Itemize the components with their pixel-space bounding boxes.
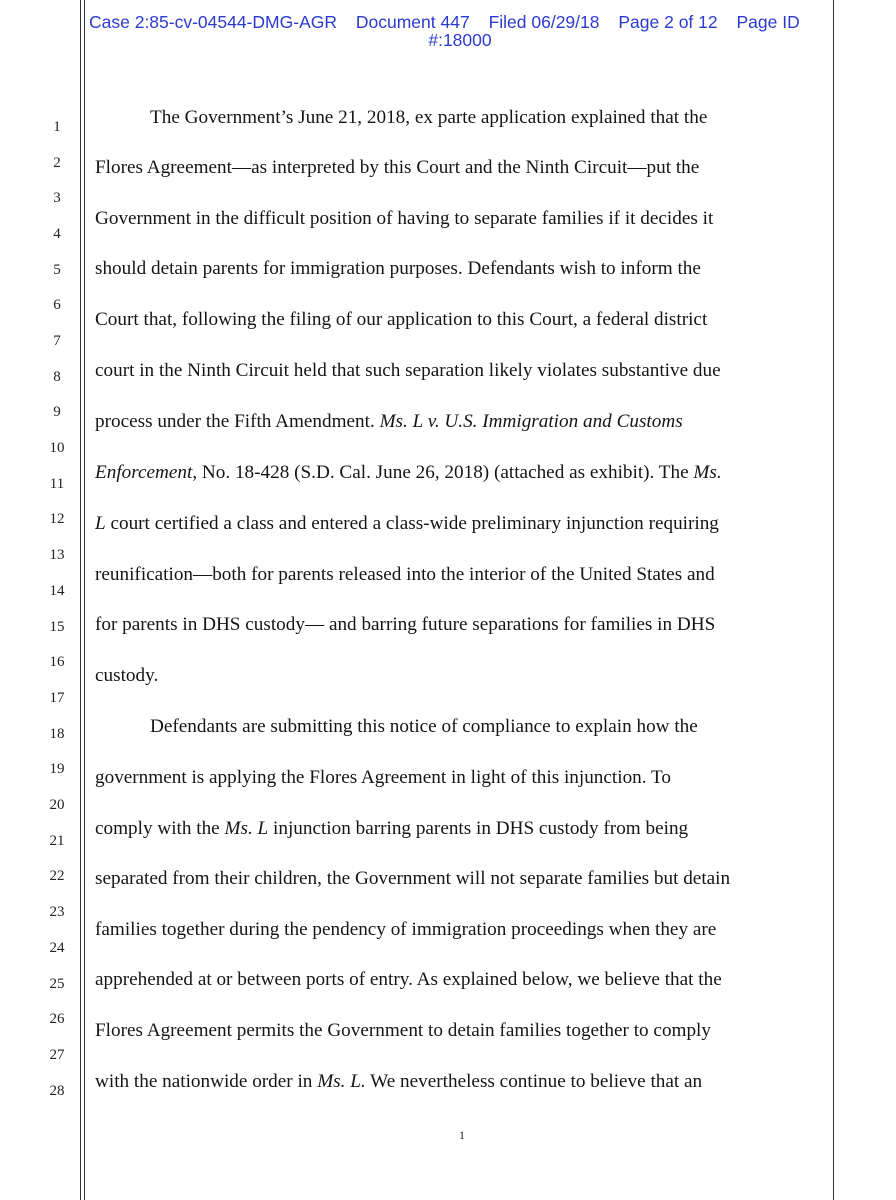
line-number: 25 [49,976,65,992]
body-text: for parents in DHS custody— and barring future separations for families in DHS [95,614,716,635]
body-line [95,360,721,382]
body-text: reunification—both for parents released into the interior of the United States and [95,564,715,585]
line-number: 11 [49,476,65,492]
body-text: should detain parents for immigration purposes. Defendants wish to inform the [95,258,701,279]
body-line [95,969,722,991]
italic-citation-text: Enforcement [95,462,193,483]
line-number: 18 [49,726,65,742]
right-margin-rule [833,0,834,1200]
left-margin-rule-outer [80,0,81,1200]
line-number: 16 [49,654,65,670]
body-text: government is applying the Flores Agreement in light of this injunction. To [95,767,671,788]
body-line [95,868,730,890]
body-text: separated from their children, the Government will not separate families but detain [95,868,731,889]
body-text: court in the Ninth Circuit held that such separation likely violates substantive due [95,360,721,381]
body-text: Court that, following the filing of our application to this Court, a federal district [95,309,708,330]
body-text: process under the Fifth Amendment. [95,411,380,432]
page-id-label: Page ID [736,12,800,32]
line-number: 21 [49,833,65,849]
body-text: with the nationwide order in [95,1071,318,1092]
body-line [95,513,719,535]
italic-citation-text: Ms. [693,462,722,483]
line-number: 13 [49,547,65,563]
body-text: Defendants are submitting this notice of compliance to explain how the [150,716,698,737]
line-number: 22 [49,868,65,884]
body-line [95,208,713,230]
line-number: 26 [49,1011,65,1027]
body-line [95,818,688,840]
italic-citation-text: L [95,513,106,534]
body-text: Flores Agreement—as interpreted by this Court and the Ninth Circuit—put the [95,157,700,178]
body-line [95,258,701,280]
body-line [95,462,722,484]
body-text: injunction barring parents in DHS custody from being [268,818,689,839]
case-number: Case 2:85-cv-04544-DMG-AGR [89,12,337,32]
body-text: comply with the [95,818,225,839]
body-line [95,564,715,586]
body-text: Government in the difficult position of having to separate families if it decides it [95,208,714,229]
filed-date: Filed 06/29/18 [488,12,600,32]
body-line [95,309,707,331]
page-count: Page 2 of 12 [618,12,718,32]
line-number: 9 [53,404,61,420]
line-number: 28 [49,1083,65,1099]
line-number: 2 [53,155,61,171]
body-line [150,716,698,738]
body-text: We nevertheless continue to believe that an [365,1071,703,1092]
line-number: 7 [53,333,61,349]
body-text: custody. [95,665,159,686]
body-line [95,157,699,179]
line-number: 10 [49,440,65,456]
line-number: 19 [49,761,65,777]
line-number: 12 [49,511,65,527]
line-number: 8 [53,369,61,385]
footer-page-number: 1 [459,1128,465,1142]
line-number: 6 [53,297,61,313]
left-margin-rule-inner [84,0,85,1200]
line-number: 1 [53,119,61,135]
page-id-number: #:18000 [428,30,492,50]
body-line [95,1071,702,1093]
line-number: 24 [49,940,65,956]
body-text: court certified a class and entered a class-wide preliminary injunction requiring [105,513,719,534]
body-line [95,767,671,789]
line-number: 4 [53,226,61,242]
italic-citation-text: Ms. L [224,818,269,839]
body-line [95,665,158,687]
line-number: 3 [53,190,61,206]
line-number: 15 [49,619,65,635]
body-text: The Government’s June 21, 2018, ex parte application explained that the [150,107,708,128]
line-number: 23 [49,904,65,920]
body-line [95,614,715,636]
line-number: 27 [49,1047,65,1063]
body-line [95,1020,711,1042]
body-line [95,919,716,941]
body-line [150,107,707,129]
line-number: 5 [53,262,61,278]
body-line [95,411,683,433]
body-text: families together during the pendency of immigration proceedings when they are [95,919,717,940]
filing-header [84,10,836,50]
body-text: Flores Agreement permits the Government to detain families together to comply [95,1020,711,1041]
body-text: , No. 18-428 (S.D. Cal. June 26, 2018) (attached as exhibit). The [192,462,694,483]
italic-citation-text: Ms. L v. U.S. Immigration and Customs [379,411,683,432]
line-number: 14 [49,583,65,599]
line-number: 17 [49,690,65,706]
body-text: apprehended at or between ports of entry. As explained below, we believe that the [95,969,722,990]
italic-citation-text: Ms. L. [317,1071,366,1092]
line-number: 20 [49,797,65,813]
document-number: Document 447 [355,12,470,32]
